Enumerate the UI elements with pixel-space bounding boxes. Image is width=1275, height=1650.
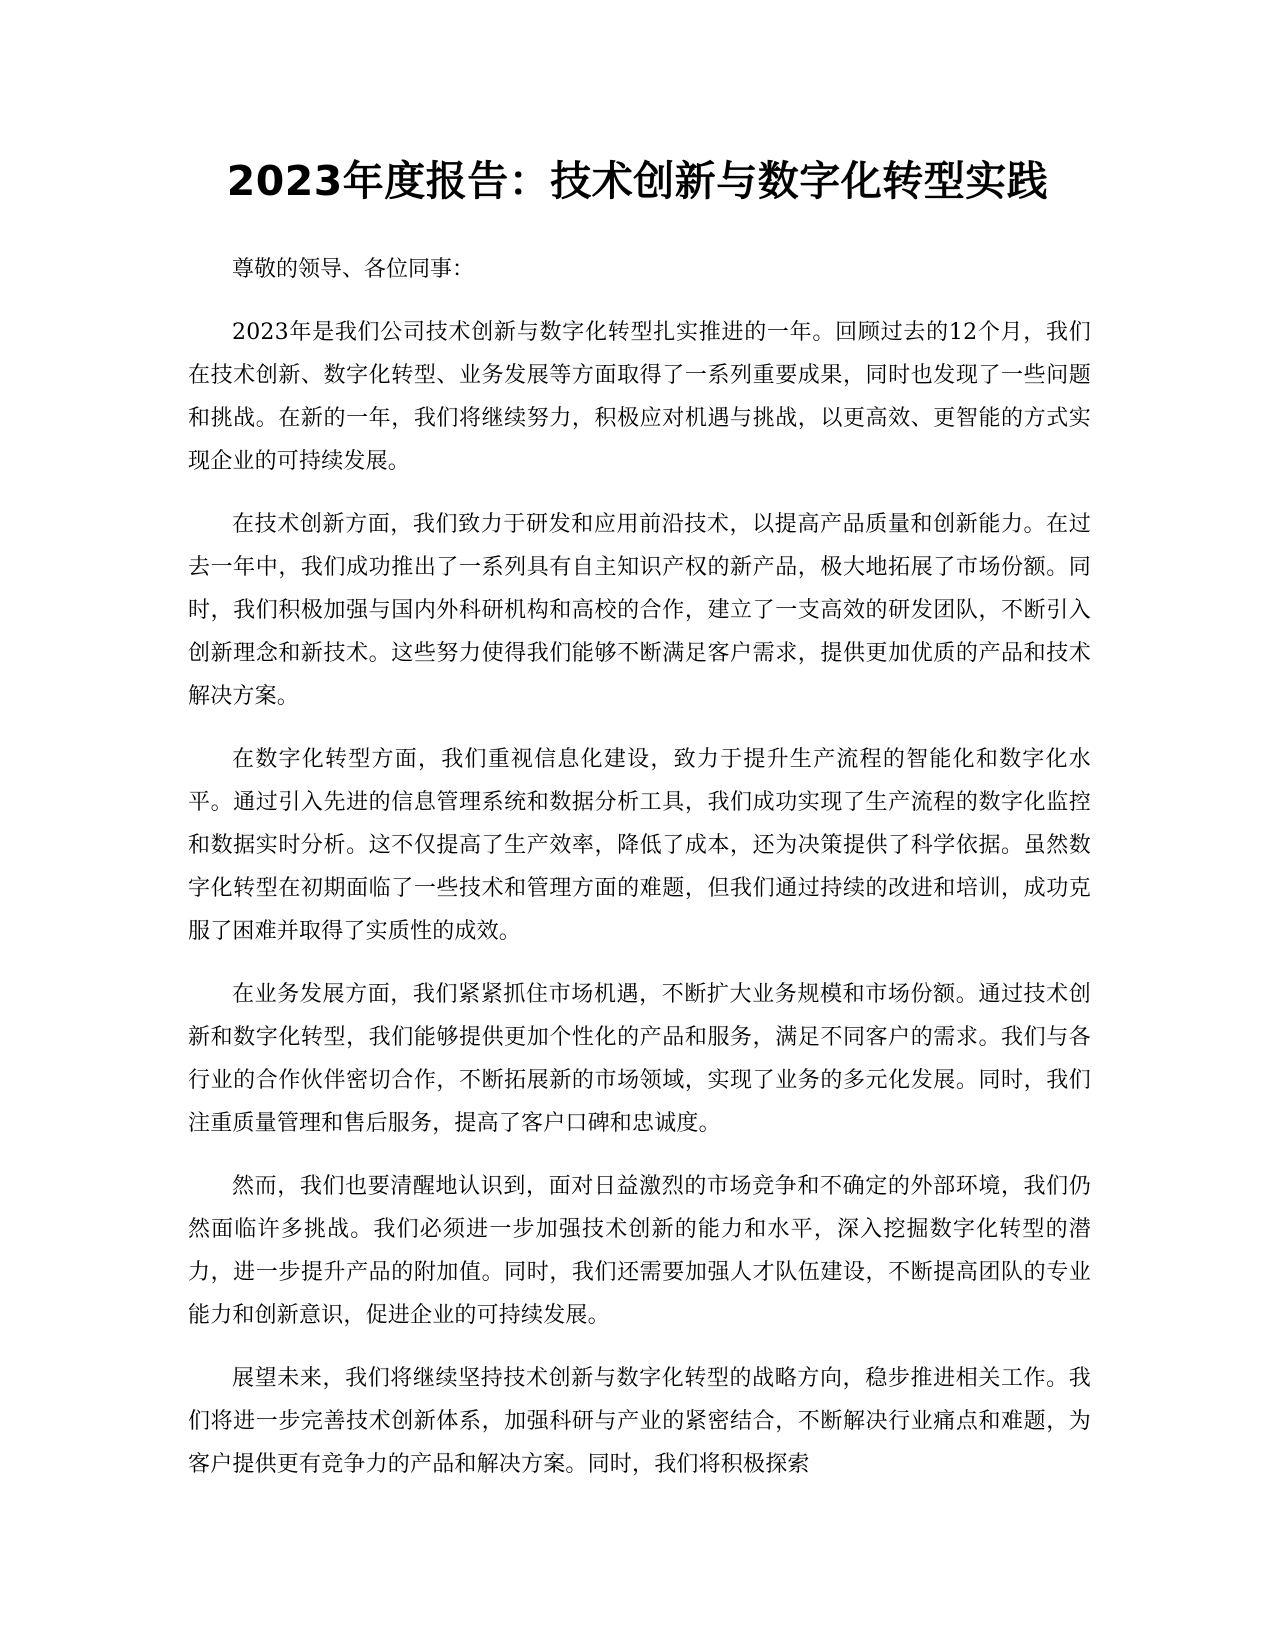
paragraph-intro: 2023年是我们公司技术创新与数字化转型扎实推进的一年。回顾过去的12个月，我们在技术创新、数字化转型、业务发展等方面取得了一系列重要成果，同时也发现了一些问题和挑战。在新的一年，我们将继续努力，积极应对机遇与挑战，以更高效、更智能的方式实现企业的可持续发展。	[188, 320, 1091, 474]
document-body	[188, 248, 1091, 1506]
paragraph-digital-transformation: 在数字化转型方面，我们重视信息化建设，致力于提升生产流程的智能化和数字化水平。通过引入先进的信息管理系统和数据分析工具，我们成功实现了生产流程的数字化监控和数据实时分析。这不仅提高了生产效率，降低了成本，还为决策提供了科学依据。虽然数字化转型在初期面临了一些技术和管理方面的难题，但我们通过持续的改进和培训，成功克服了困难并取得了实质性的成效。	[188, 747, 1091, 944]
paragraph-challenges: 然而，我们也要清醒地认识到，面对日益激烈的市场竞争和不确定的外部环境，我们仍然面临许多挑战。我们必须进一步加强技术创新的能力和水平，深入挖掘数字化转型的潜力，进一步提升产品的附加值。同时，我们还需要加强人才队伍建设，不断提高团队的专业能力和创新意识，促进企业的可持续发展。	[188, 1174, 1091, 1328]
paragraph-business-development: 在业务发展方面，我们紧紧抓住市场机遇，不断扩大业务规模和市场份额。通过技术创新和数字化转型，我们能够提供更加个性化的产品和服务，满足不同客户的需求。我们与各行业的合作伙伴密切合作，不断拓展新的市场领域，实现了业务的多元化发展。同时，我们注重质量管理和售后服务，提高了客户口碑和忠诚度。	[188, 982, 1091, 1136]
document-title: 2023年度报告：技术创新与数字化转型实践	[226, 157, 1049, 205]
paragraph-outlook: 展望未来，我们将继续坚持技术创新与数字化转型的战略方向，稳步推进相关工作。我们将进一步完善技术创新体系，加强科研与产业的紧密结合，不断解决行业痛点和难题，为客户提供更有竞争力的产品和解决方案。同时，我们将积极探索	[188, 1366, 1091, 1477]
paragraph-tech-innovation: 在技术创新方面，我们致力于研发和应用前沿技术，以提高产品质量和创新能力。在过去一年中，我们成功推出了一系列具有自主知识产权的新产品，极大地拓展了市场份额。同时，我们积极加强与国内外科研机构和高校的合作，建立了一支高效的研发团队，不断引入创新理念和新技术。这些努力使得我们能够不断满足客户需求，提供更加优质的产品和技术解决方案。	[188, 512, 1091, 709]
greeting: 尊敬的领导、各位同事：	[232, 257, 475, 282]
